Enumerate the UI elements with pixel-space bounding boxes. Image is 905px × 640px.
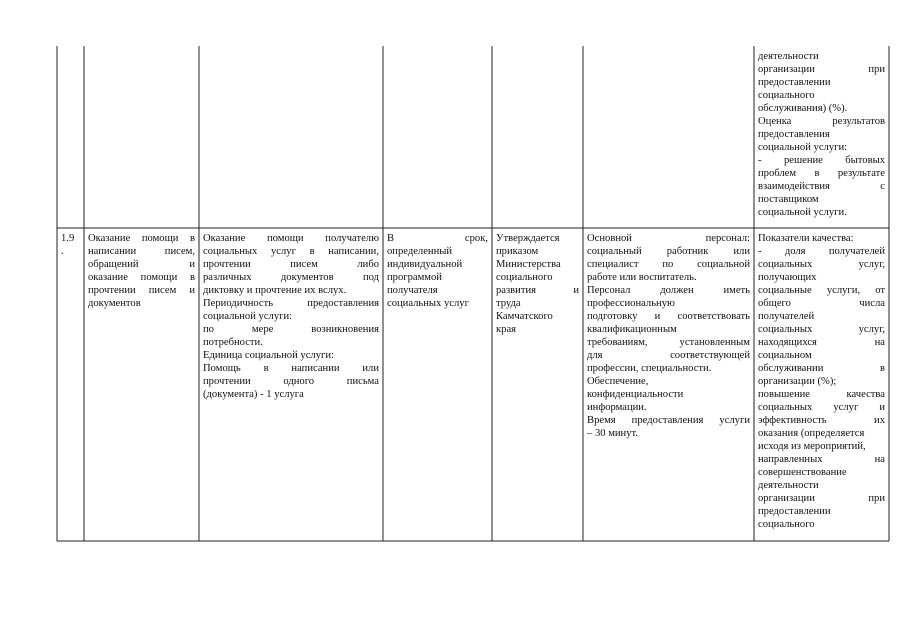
text-line: потребности.	[203, 337, 263, 348]
text-line: края	[496, 324, 517, 335]
text-line: Оказание помощи в	[88, 233, 195, 244]
text-line: (документа) - 1 услуга	[203, 389, 304, 400]
text-line: общего числа	[758, 298, 885, 309]
text-line: Персонал должен иметь	[587, 285, 750, 296]
text-line: предоставлении	[758, 77, 831, 88]
text-line: социальной услуги:	[203, 311, 293, 322]
text-line: различных документов под	[203, 272, 379, 283]
text-line: организации при	[758, 493, 885, 504]
text-line: - решение бытовых	[758, 155, 885, 166]
text-line: Единица социальной услуги:	[203, 350, 334, 361]
text-line: для соответствующей	[587, 350, 750, 361]
text-line: повышение качества	[758, 389, 885, 400]
text-line: обслуживания) (%).	[758, 103, 848, 114]
text-line: Показатели качества:	[758, 233, 854, 244]
text-line: квалификационным	[587, 324, 677, 335]
text-line: определенный	[387, 246, 453, 257]
text-line: проблем в результате	[758, 168, 885, 179]
text-line: оказание помощи в	[88, 272, 195, 283]
text-line: программой	[387, 272, 442, 283]
text-line: требованиям, установленным	[587, 337, 750, 348]
text-line: социальные услуги, от	[758, 285, 885, 296]
text-line: Периодичность предоставления	[203, 298, 379, 309]
text-line: приказом	[496, 246, 539, 257]
text-line: социального	[496, 272, 553, 283]
text-line: социального	[758, 90, 815, 101]
text-line: социальных услуг	[387, 298, 469, 309]
text-line: конфиденциальности	[587, 389, 684, 400]
text-line: социальных услуг,	[758, 324, 885, 335]
text-line: - доля получателей	[758, 246, 885, 257]
text-line: эффективность их	[758, 415, 885, 426]
text-line: – 30 минут.	[587, 428, 639, 439]
text-line: Министерства	[496, 259, 561, 270]
text-line: социальных услуг,	[758, 259, 885, 270]
text-line: организации при	[758, 64, 885, 75]
row-number: 1.9	[61, 233, 75, 244]
text-line: поставщиком	[758, 194, 819, 205]
text-line: социальном	[758, 350, 812, 361]
text-line: получателя	[387, 285, 438, 296]
service-tariff-cell	[496, 232, 579, 336]
text-line: Оценка результатов	[758, 116, 885, 127]
text-line: социального	[758, 519, 815, 530]
text-line: получающих	[758, 272, 817, 283]
text-line: информации.	[587, 402, 647, 413]
text-line: организации (%);	[758, 376, 837, 387]
service-description-cell	[203, 232, 379, 401]
text-line: специалист по социальной	[587, 259, 750, 270]
text-line: профессии, специальности.	[587, 363, 712, 374]
text-line: деятельности	[758, 480, 819, 491]
text-line: социальный работник или	[587, 246, 750, 257]
text-line: диктовку и прочтение их вслух.	[203, 285, 347, 296]
service-term-cell	[387, 232, 488, 310]
text-line: Обеспечение,	[587, 376, 649, 387]
text-line: прочтении писем либо	[203, 259, 379, 270]
text-line: документов	[88, 298, 141, 309]
text-line: социальных услуг в написании,	[203, 246, 379, 257]
text-line: социальных услуг и	[758, 402, 885, 413]
row-number-dot: .	[61, 246, 64, 257]
text-line: прочтении писем и	[88, 285, 195, 296]
continued-indicators-cell	[758, 50, 885, 219]
text-line: обслуживании в	[758, 363, 885, 374]
text-line: Помощь в написании или	[203, 363, 379, 374]
text-line: индивидуальной	[387, 259, 463, 270]
text-line: обращений и	[88, 259, 195, 270]
quality-indicators-cell	[758, 232, 885, 531]
text-line: взаимодействия с	[758, 181, 885, 192]
text-line: предоставлении	[758, 506, 831, 517]
text-line: Время предоставления услуги	[587, 415, 750, 426]
service-name-cell	[88, 232, 195, 310]
text-line: получателей	[758, 311, 815, 322]
text-line: Основной персонал:	[587, 233, 750, 244]
text-line: оказания (определяется	[758, 428, 865, 439]
text-line: Оказание помощи получателю	[203, 233, 379, 244]
row-number-cell	[61, 232, 83, 258]
text-line: профессиональную	[587, 298, 675, 309]
text-line: совершенствование	[758, 467, 847, 478]
text-line: социальной услуги.	[758, 207, 847, 218]
text-line: направленных на	[758, 454, 885, 465]
text-line: предоставления	[758, 129, 830, 140]
text-line: труда	[496, 298, 521, 309]
service-conditions-cell	[587, 232, 750, 440]
text-line: находящихся на	[758, 337, 885, 348]
text-line: развития и	[496, 285, 579, 296]
text-line: работе или воспитатель.	[587, 272, 697, 283]
text-line: В срок,	[387, 233, 488, 244]
text-line: написании писем,	[88, 246, 195, 257]
text-line: подготовку и соответствовать	[587, 311, 750, 322]
text-line: прочтении одного письма	[203, 376, 379, 387]
text-line: Утверждается	[496, 233, 560, 244]
text-line: деятельности	[758, 51, 819, 62]
text-line: Камчатского	[496, 311, 553, 322]
text-line: по мере возникновения	[203, 324, 379, 335]
text-line: социальной услуги:	[758, 142, 848, 153]
text-line: исходя из мероприятий,	[758, 441, 866, 452]
